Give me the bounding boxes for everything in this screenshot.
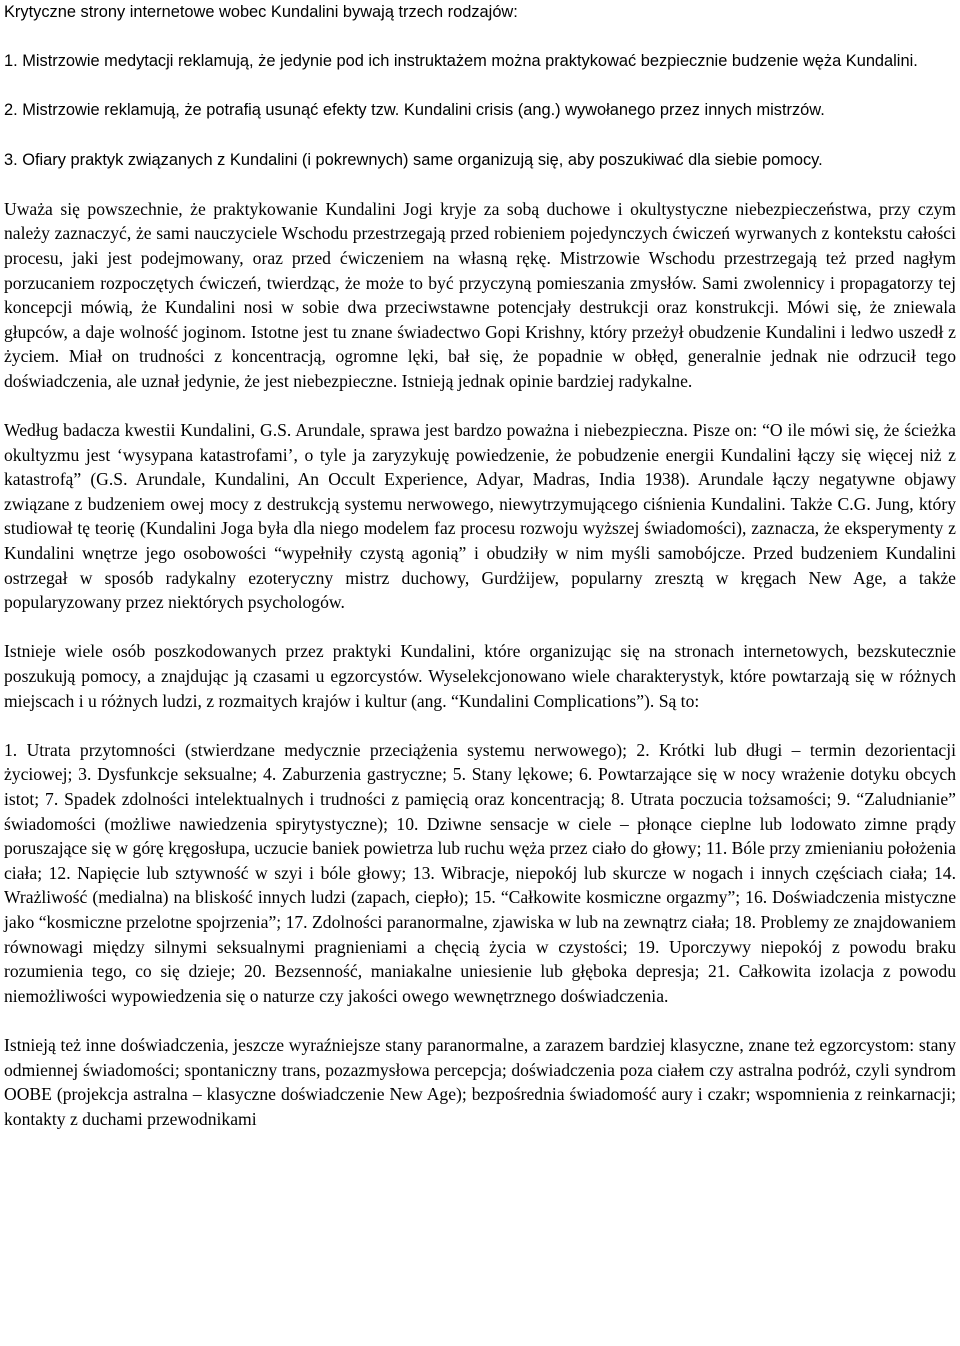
paragraph-dangers: Uważa się powszechnie, że praktykowanie Kundalini Jogi kryje za sobą duchowe i okultystyczne niebezpieczeństwa, przy czym należy zaznaczyć, że sami nauczyciele Wschodu przestrzegają przed robieniem pojedynczych ćwiczeń wyrwanych z kontekstu całości procesu, jaki jest podejmowany, oraz przed ćwiczeniem na własną rękę. Mistrzowie Wschodu przestrzegają też przed nagłym porzucaniem rozpoczętych ćwiczeń, twierdząc, że może to być przyczyną pomieszania zmysłów. Sami zwolennicy i propagatorzy tej koncepcji mówią, że Kundalini nosi w sobie dwa przeciwstawne potencjały destrukcji oraz konstrukcji. Mówi się, że zniewala głupców, a daje wolność joginom. Istotne jest tu znane świadectwo Gopi Krishny, który przeżył obudzenie Kundalini i ledwo uszedł z życiem. Miał on trudności z koncentracją, ogromne lęki, bał się, że popadnie w obłęd, generalnie jednak nie odrzucił tego doświadczenia, ale uznał jedynie, że jest niebezpieczne. Istnieją jednak opinie bardziej radykalne. [4,198,956,391]
intro-item-1: 1. Mistrzowie medytacji reklamują, że jedynie pod ich instruktażem można praktykować bezpiecznie budzenie węża Kundalini. [4,52,918,71]
intro-item-3: 3. Ofiary praktyk związanych z Kundalini (i pokrewnych) same organizują się, aby poszukiwać dla siebie pomocy. [4,150,823,169]
intro-section [4,0,956,172]
intro-lead: Krytyczne strony internetowe wobec Kundalini bywają trzech rodzajów: [4,3,518,21]
paragraph-complications-list: 1. Utrata przytomności (stwierdzane medycznie przeciążenia systemu nerwowego); 2. Krótki lub długi – termin dezorientacji życiowej; 3. Dysfunkcje seksualne; 4. Zaburzenia gastryczne; 5. Stany lękowe; 6. Powtarzające się w nocy wrażenie dotyku obcych istot; 7. Spadek zdolności intelektualnych i trudności z pamięcią oraz koncentracją; 8. Utrata poczucia tożsamości; 9. “Zaludnianie” świadomości (możliwe nawiedzenia spirytystyczne); 10. Dziwne sensacje w ciele – płonące cieplne lub lodowato zimne prądy poruszające się w górę kręgosłupa, uczucie baniek powietrza lub ruchu węża przez ciało do głowy; 11. Bóle przy zmienianiu położenia ciała; 12. Napięcie lub sztywność w szyi i bóle głowy; 13. Wibracje, niepokój lub skurcze w nogach i innych częściach ciała; 14. Wrażliwość (medialna) na bliskość innych ludzi (zapach, ciepło); 15. “Całkowite kosmiczne orgazmy”; 16. Doświadczenia mistyczne jako “kosmiczne przelotne spojrzenia”; 17. Zdolności paranormalne, zjawiska w lub na zewnątrz ciała; 18. Problemy ze znajdowaniem równowagi między silnymi seksualnymi pragnieniami a chęcią życia w czystości; 19. Uporczywy niepokój z powodu braku rozumienia tego, co się dzieje; 20. Bezsenność, maniakalne uniesienie lub głęboka depresja; 21. Całkowita izolacja z powodu niemożliwości wypowiedzenia się o naturze czy jakości owego wewnętrznego doświadczenia. [4,739,956,1006]
paragraph-arundale: Według badacza kwestii Kundalini, G.S. Arundale, sprawa jest bardzo poważna i niebezpieczna. Pisze on: “O ile mówi się, że ścieżka okultyzmu jest ‘wysypana katastrofami’, o tyle ja zaryzykuję powiedzenie, że pobudzenie energii Kundalini łączy się więcej niż z katastrofą” (G.S. Arundale, Kundalini, An Occult Experience, Adyar, Madras, India 1938). Arundale łączy negatywne objawy związane z budzeniem owej mocy z destrukcją systemu nerwowego, niewytrzymującego ciśnienia Kundalini. Także C.G. Jung, który studiował tę teorię (Kundalini Joga była dla niego modelem faz procesu rozwoju wyższej świadomości), zaznacza, że eksperymenty z Kundalini wnętrze jego osobowości “wypełniły czystą agonią” i obudziły w nim myśli samobójcze. Przed budzeniem Kundalini ostrzegał w sposób radykalny ezoteryczny mistrz duchowy, Gurdżijew, popularny zresztą w kręgach New Age, a także popularyzowany przez niektórych psychologów. [4,420,956,613]
document-page [4,0,956,1131]
intro-item-2: 2. Mistrzowie reklamują, że potrafią usunąć efekty tzw. Kundalini crisis (ang.) wywołanego przez innych mistrzów. [4,101,825,120]
paragraph-victims: Istnieje wiele osób poszkodowanych przez praktyki Kundalini, które organizując się na stronach internetowych, bezskutecznie poszukują pomocy, a znajdując ją czasami u egzorcystów. Wyselekcjonowano wiele charakterystyk, które powtarzają się w różnych miejscach i u różnych ludzi, z rozmaitych krajów i kultur (ang. “Kundalini Complications”). Są to: [4,641,956,711]
paragraph-paranormal: Istnieją też inne doświadczenia, jeszcze wyraźniejsze stany paranormalne, a zarazem bardziej klasyczne, znane też egzorcystom: stany odmiennej świadomości; spontaniczny trans, pozazmysłowa percepcja; doświadczenia poza ciałem czy astralna podróż, czyli syndrom OOBE (projekcja astralna – klasyczne doświadczenie New Age); bezpośrednia świadomość aury i czakr; wspomnienia z reinkarnacji; kontakty z duchami przewodnikami [4,1034,956,1129]
